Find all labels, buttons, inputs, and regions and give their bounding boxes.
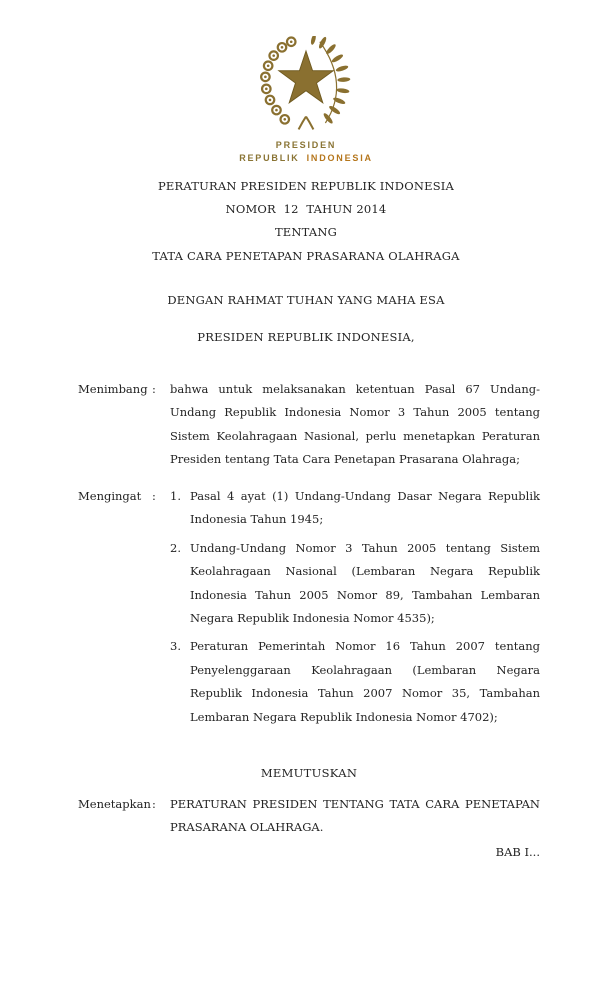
enactment-text: PERATURAN PRESIDEN TENTANG TATA CARA PENETAPAN PRASARANA OLAHRAGA. — [170, 797, 540, 835]
legal-basis-list — [170, 485, 540, 729]
enactment-heading: MEMUTUSKAN — [260, 766, 358, 780]
considering-colon: : — [152, 382, 156, 396]
title-tentang: TENTANG — [274, 225, 338, 240]
legal-basis-item-number: 3. — [170, 639, 181, 654]
legal-basis-item-text: Peraturan Pemerintah Nomor 16 Tahun 2007 tentang Penyelenggaraan Keolahragaan (Lembaran Negara Republik Indonesia Tahun 2007 Nomor 35, Tambahan Lembaran Negara Republik Indonesia Nomor 4702); — [190, 639, 540, 724]
considering-text: bahwa untuk melaksanakan ketentuan Pasal 67 Undang-Undang Republik Indonesia Nomor 3 Tahun 2005 tentang Sistem Keolahragaan Nasional, perlu menetapkan Peraturan Presiden tentang Tata Cara Penetapan Prasarana Olahraga; — [170, 382, 540, 467]
title-number-year: NOMOR 12 TAHUN 2014 — [225, 202, 387, 217]
emblem-caption — [0, 139, 612, 164]
invocation-line: DENGAN RAHMAT TUHAN YANG MAHA ESA — [167, 293, 445, 307]
page-continuation-marker: BAB I... — [495, 845, 540, 859]
enactment-label: Menetapkan — [78, 797, 151, 811]
emblem-caption-republik: REPUBLIK — [239, 152, 300, 163]
legal-basis-colon: : — [152, 489, 156, 503]
legal-basis-item-number: 1. — [170, 489, 181, 503]
enactment-section — [78, 793, 540, 840]
legal-basis-item-text: Undang-Undang Nomor 3 Tahun 2005 tentang Sistem Keolahragaan Nasional (Lembaran Negara Republik Indonesia Tahun 2005 Nomor 89, Tambahan Lembaran Negara Republik Indonesia Nomor 4535); — [190, 540, 540, 626]
authority-line: PRESIDEN REPUBLIK INDONESIA, — [197, 330, 415, 344]
emblem-caption-line2 — [0, 152, 612, 165]
considering-label: Menimbang — [78, 382, 148, 396]
legal-basis-section — [78, 485, 540, 729]
legal-basis-item-text: Pasal 4 ayat (1) Undang-Undang Dasar Negara Republik Indonesia Tahun 1945; — [190, 489, 540, 527]
presidential-emblem — [0, 36, 612, 164]
enactment-colon: : — [152, 797, 156, 811]
presidential-star-wreath-icon — [246, 36, 366, 138]
legal-basis-row — [78, 485, 540, 729]
considering-section — [78, 378, 540, 472]
emblem-caption-indonesia: INDONESIA — [306, 152, 373, 163]
legal-basis-item-number: 2. — [170, 540, 181, 555]
title-regulation-type: PERATURAN PRESIDEN REPUBLIK INDONESIA — [157, 179, 455, 193]
emblem-caption-line1: PRESIDEN — [275, 140, 337, 150]
regulation-title-block — [0, 175, 612, 268]
considering-row — [78, 378, 540, 472]
legal-basis-item — [170, 635, 540, 729]
title-subject: TATA CARA PENETAPAN PRASARANA OLAHRAGA — [152, 248, 460, 263]
enactment-row — [78, 793, 540, 840]
legal-basis-item — [170, 485, 540, 532]
legal-basis-item — [170, 537, 540, 631]
legal-basis-label: Mengingat — [78, 489, 142, 503]
